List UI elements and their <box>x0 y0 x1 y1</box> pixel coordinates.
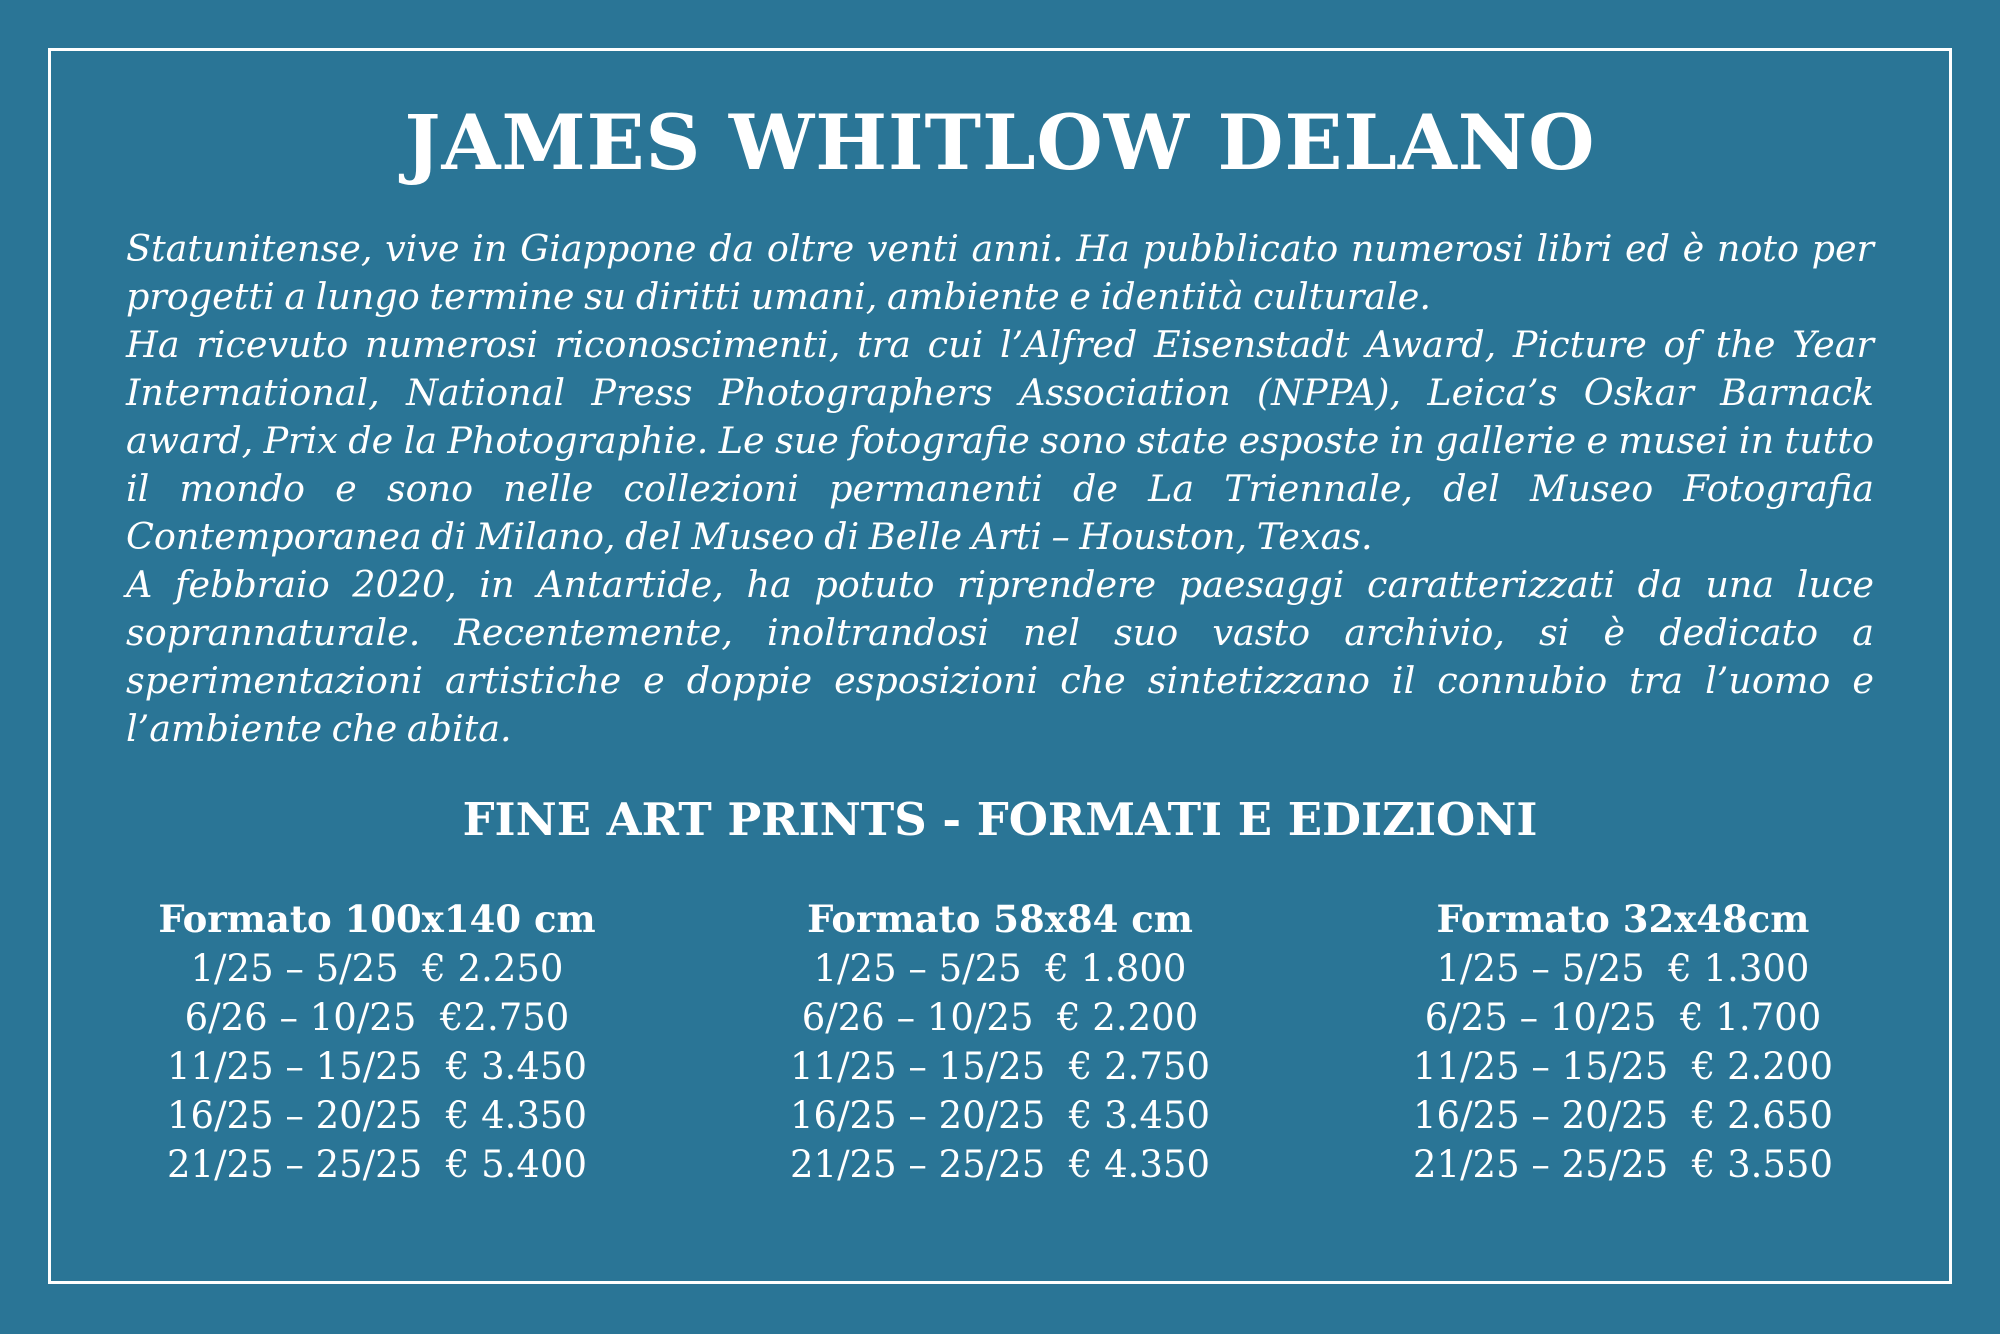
bio-paragraph: A febbraio 2020, in Antartide, ha potuto riprendere paesaggi caratterizzati da una luce soprannaturale. Recentemente, inoltrandosi nel suo vasto archivio, si è dedicato a sperimentazioni artistiche e doppie esposizioni che sintetizzano il connubio tra l’uomo e l’ambiente che abita. <box>126 563 1874 750</box>
edition-price-row: 16/25 – 20/25 € 2.650 <box>1412 1094 1834 1137</box>
prints-section-heading: FINE ART PRINTS - FORMATI E EDIZIONI <box>462 793 1538 846</box>
edition-price-row: 21/25 – 25/25 € 4.350 <box>789 1143 1211 1186</box>
edition-price-row: 1/25 – 5/25 € 1.800 <box>813 947 1187 990</box>
edition-price-row: 6/26 – 10/25 € 2.200 <box>801 996 1199 1039</box>
artist-name-title: JAMES WHITLOW DELANO <box>404 98 1596 187</box>
bio-paragraph: Ha ricevuto numerosi riconoscimenti, tra cui l’Alfred Eisenstadt Award, Picture of the Year International, National Press Photographers Association (NPPA), Leica’s Oskar Barnack award, Prix de la Photographie. Le sue fotografie sono state esposte in gallerie e musei in tutto il mondo e sono nelle collezioni permanenti de La Triennale, del Museo Fotografia Contemporanea di Milano, del Museo di Belle Arti – Houston, Texas. <box>126 323 1874 558</box>
edition-price-row: 6/26 – 10/25 €2.750 <box>184 996 570 1039</box>
edition-price-row: 11/25 – 15/25 € 2.750 <box>789 1045 1211 1088</box>
edition-price-row: 11/25 – 15/25 € 3.450 <box>166 1045 588 1088</box>
edition-price-row: 16/25 – 20/25 € 4.350 <box>166 1094 588 1137</box>
bio-paragraph: Statunitense, vive in Giappone da oltre venti anni. Ha pubblicato numerosi libri ed è noto per progetti a lungo termine su diritti umani, ambiente e identità culturale. <box>126 227 1874 318</box>
artist-biography <box>126 225 1874 753</box>
format-label: Formato 100x140 cm <box>158 897 596 941</box>
edition-price-row: 11/25 – 15/25 € 2.200 <box>1412 1045 1834 1088</box>
edition-price-row: 21/25 – 25/25 € 5.400 <box>166 1143 588 1186</box>
format-column-32x48 <box>1343 895 1903 1189</box>
format-label: Formato 58x84 cm <box>807 897 1193 941</box>
edition-price-row: 1/25 – 5/25 € 1.300 <box>1436 947 1810 990</box>
edition-price-row: 16/25 – 20/25 € 3.450 <box>789 1094 1211 1137</box>
edition-price-row: 21/25 – 25/25 € 3.550 <box>1412 1143 1834 1186</box>
format-label: Formato 32x48cm <box>1436 897 1810 941</box>
format-column-100x140 <box>97 895 657 1189</box>
print-formats <box>0 895 2000 1215</box>
format-column-58x84 <box>720 895 1280 1189</box>
edition-price-row: 1/25 – 5/25 € 2.250 <box>190 947 564 990</box>
edition-price-row: 6/25 – 10/25 € 1.700 <box>1424 996 1822 1039</box>
